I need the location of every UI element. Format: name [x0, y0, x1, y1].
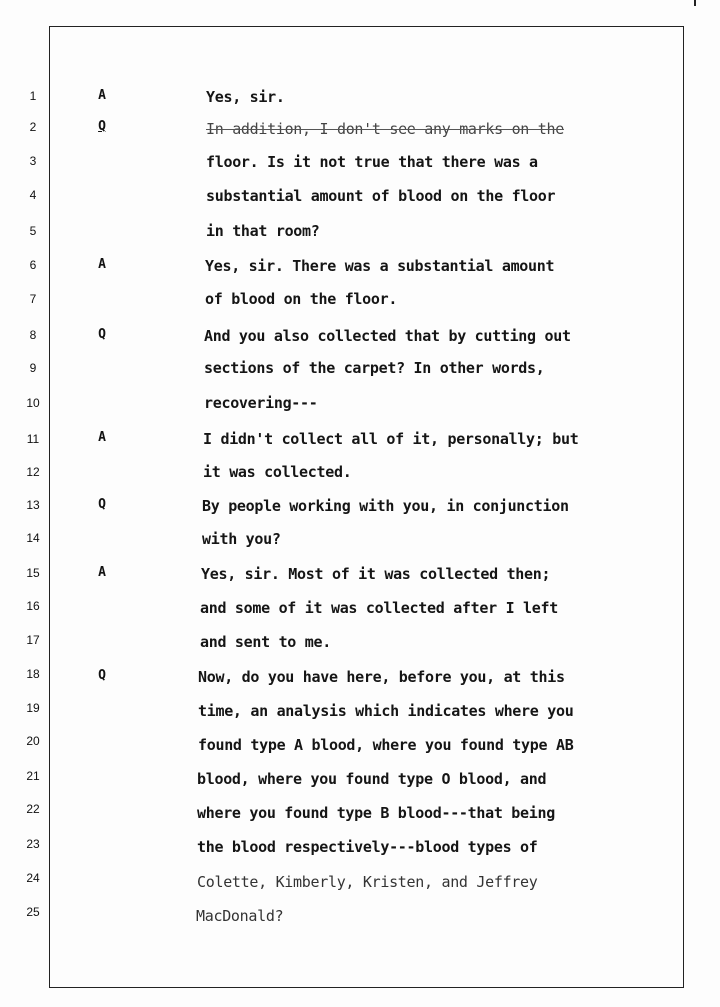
speaker-label: A [98, 257, 106, 272]
transcript-line: I didn't collect all of it, personally; but [203, 430, 579, 448]
speaker-label: Q [98, 119, 106, 134]
line-number: 12 [26, 465, 40, 479]
line-number: 18 [26, 667, 40, 681]
line-number: 2 [29, 120, 37, 134]
line-number: 23 [26, 837, 40, 851]
speaker-label: A [98, 88, 106, 103]
transcript-line: time, an analysis which indicates where you [198, 702, 574, 720]
line-number: 24 [26, 871, 40, 885]
transcript-line: By people working with you, in conjunction [202, 497, 569, 515]
transcript-line: substantial amount of blood on the floor [206, 187, 556, 205]
transcript-line: recovering--- [204, 394, 318, 412]
line-number: 7 [29, 292, 37, 306]
speaker-label: Q [98, 497, 106, 512]
speaker-label: A [98, 565, 106, 580]
transcript-line: Yes, sir. [206, 88, 285, 106]
transcript-line: and some of it was collected after I left [200, 599, 558, 617]
line-number: 4 [29, 188, 37, 202]
transcript-line: in that room? [206, 222, 320, 240]
transcript-line: with you? [202, 530, 281, 548]
transcript-line: it was collected. [203, 463, 352, 481]
speaker-label: A [98, 430, 106, 445]
line-number: 22 [26, 802, 40, 816]
transcript-line: Yes, sir. There was a substantial amount [205, 257, 555, 275]
line-number: 10 [26, 396, 40, 410]
scan-mark [694, 0, 696, 6]
line-number: 9 [29, 361, 37, 375]
transcript-line: found type A blood, where you found type AB [198, 736, 574, 754]
transcript-line: sections of the carpet? In other words, [204, 359, 545, 377]
transcript-line: the blood respectively---blood types of [197, 838, 538, 856]
line-number: 19 [26, 701, 40, 715]
transcript-line: Now, do you have here, before you, at this [198, 668, 565, 686]
transcript-line: where you found type B blood---that being [197, 804, 555, 822]
transcript-line: of blood on the floor. [205, 290, 398, 308]
line-number: 5 [29, 224, 37, 238]
speaker-label: Q [98, 668, 106, 683]
transcript-line: Colette, Kimberly, Kristen, and Jeffrey [197, 873, 538, 891]
line-number: 1 [29, 89, 37, 103]
line-number: 3 [29, 154, 37, 168]
line-number: 13 [26, 498, 40, 512]
line-number: 21 [26, 769, 40, 783]
line-number: 8 [29, 328, 37, 342]
line-number: 25 [26, 905, 40, 919]
transcript-line: blood, where you found type O blood, and [197, 770, 547, 788]
speaker-label: Q [98, 327, 106, 342]
line-number: 15 [26, 566, 40, 580]
line-number: 20 [26, 734, 40, 748]
transcript-line: In addition, I don't see any marks on the [206, 120, 564, 138]
line-number: 14 [26, 531, 40, 545]
line-number: 16 [26, 599, 40, 613]
line-number: 11 [26, 432, 40, 446]
line-number: 6 [29, 258, 37, 272]
transcript-line: and sent to me. [200, 633, 331, 651]
transcript-line: Yes, sir. Most of it was collected then; [201, 565, 551, 583]
transcript-line: floor. Is it not true that there was a [206, 153, 538, 171]
transcript-line: And you also collected that by cutting out [204, 327, 571, 345]
transcript-line: MacDonald? [196, 907, 284, 925]
line-number: 17 [26, 633, 40, 647]
